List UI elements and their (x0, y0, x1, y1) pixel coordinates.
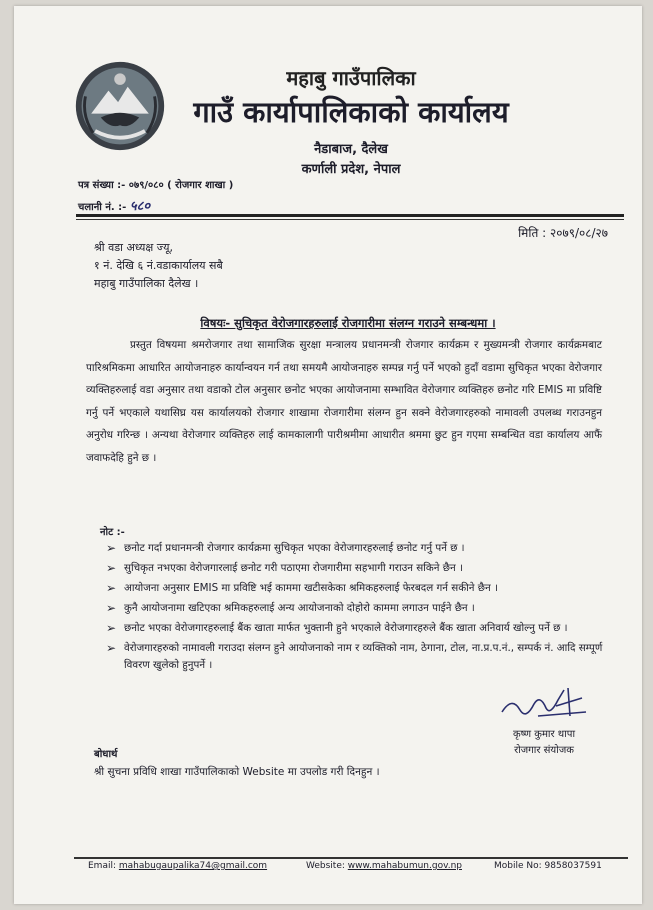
dispatch-number-row (78, 196, 150, 214)
footer-website (306, 861, 462, 871)
mobile-number: 9858037591 (544, 861, 602, 871)
subject-line: विषयः- सुचिकृत वेरोजगारहरुलाई रोजगारीमा संलग्न गराउने सम्बन्धमा । (200, 316, 496, 330)
body-paragraph: प्रस्तुत विषयमा श्रमरोजगार तथा सामाजिक सुरक्षा मन्त्रालय प्रधानमन्त्री रोजगार कार्यक्रम र मुख्यमन्त्री रोजगार कार्यक्रमबाट पारिश्रमिकमा आधारित आयोजनाहरु कार्यान्वयन गर्न तथा समयमै आयोजनाहरु सम्पन्न गर्नु पर्ने भएको हुदाँ वडामा सुचिकृत भएका वेरोजगार व्यक्तिहरुलाई वडा अनुसार तथा वडाको टोल अनुसार छनोट भएका आयोजनामा सम्भावित वेरोजगार व्यक्तिहरु छनोट गरि EMIS मा प्रविष्टि गर्नु पर्ने भएकाले यथासिघ्र यस कार्यालयको रोजगार शाखामा रोजगारीमा संलग्न हुन सक्ने वेरोजगारहरुको नामावली उपलब्ध गराउनहुन अनुरोध गरिन्छ । अन्यथा वेरोजगार व्यक्तिहरु लाई कामकालागी पारीश्रमीमा आधारीत श्रममा छुट हुन गएमा सम्बन्धित वडा कार्यालय आफैं जवाफदेहि हुने छ । (86, 339, 602, 464)
list-item (106, 640, 616, 674)
cc-label: बोधार्थ (94, 749, 118, 760)
signature-icon (498, 686, 590, 724)
list-item (106, 560, 616, 577)
notes-label: नोट :- (100, 527, 125, 538)
header-divider-thin (76, 219, 624, 220)
arrow-bullet-icon: ➢ (106, 641, 117, 655)
email-link[interactable]: mahabugaupalika74@gmail.com (118, 861, 268, 871)
letter-number: पत्र संख्या :- ०७९/०८० ( रोजगार शाखा ) (78, 180, 234, 191)
note-text: आयोजना अनुसार EMIS मा प्रविष्टि भई काममा खटीसकेका श्रमिकहरुलाई फेरबदल गर्न सकीने छैन । (124, 582, 498, 594)
list-item (106, 620, 616, 637)
mobile-label: Mobile No: (494, 861, 542, 871)
letter-date: मिति : २०७९/०८/२७ (518, 226, 608, 240)
website-label: Website: (306, 861, 345, 871)
note-text: वेरोजगारहरुको नामावली गराउदा संलग्न हुने आयोजनाको नाम र व्यक्तिको नाम, ठेगाना, टोल, ना.प्र.प.नं., सम्पर्क नं. आदि सम्पूर्ण विवरण खुलेको हुनुपर्ने । (124, 642, 603, 671)
notes-list (106, 540, 616, 677)
note-text: छनोट गर्दा प्रधानमन्त्री रोजगार कार्यक्रमा सुचिकृत भएका वेरोजगारहरुलाई छनोट गर्नु पर्ने छ । (124, 542, 465, 554)
website-link[interactable]: www.mahabumun.gov.np (347, 861, 462, 871)
arrow-bullet-icon: ➢ (106, 541, 117, 555)
letter-page (14, 6, 642, 904)
footer-divider (74, 857, 628, 859)
addressee-line-2: १ नं. देखि ६ नं.वडाकार्यालय सबै (94, 259, 223, 272)
note-text: सुचिकृत नभएका वेरोजगारलाई छनोट गरी पठाएमा रोजगारीमा सहभागी गराउन सकिने छैन । (124, 562, 463, 574)
list-item (106, 540, 616, 557)
footer-mobile (494, 861, 602, 871)
arrow-bullet-icon: ➢ (106, 561, 117, 575)
email-label: Email: (88, 861, 117, 871)
signatory-name: कृष्ण कुमार थापा (512, 729, 576, 740)
office-name: गाउँ कार्यापालिकाको कार्यालय (193, 95, 509, 129)
arrow-bullet-icon: ➢ (106, 581, 117, 595)
municipality-name: महाबु गाउँपालिका (286, 66, 416, 90)
footer-email (88, 861, 267, 871)
dispatch-label: चलानी नं. :- (78, 202, 127, 213)
addressee-line-1: श्री वडा अध्यक्ष ज्यू, (94, 241, 173, 254)
office-place: नैडाबाज, दैलेख (314, 142, 388, 157)
addressee-line-3: महाबु गाउँपालिका दैलेख । (94, 277, 199, 290)
note-text: कुनै आयोजनामा खटिएका श्रमिकहरुलाई अन्य आयोजनाको दोहोरो काममा लगाउन पाईने छैन । (124, 602, 475, 614)
header-divider (76, 214, 624, 217)
signatory-title: रोजगार संयोजक (514, 745, 574, 756)
dispatch-number: ५८० (129, 199, 151, 214)
note-text: छनोट भएका वेरोजगारहरुलाई बैंक खाता मार्फत भुक्तानी हुने भएकाले वेरोजगारहरुले बैंक खाता अनिवार्य खोल्नु पर्ने छ । (124, 622, 568, 634)
cc-text: श्री सुचना प्रविधि शाखा गाउँपालिकाको Website मा उपलोड गरी दिनहुन । (94, 766, 380, 778)
list-item (106, 600, 616, 617)
arrow-bullet-icon: ➢ (106, 601, 117, 615)
arrow-bullet-icon: ➢ (106, 621, 117, 635)
office-province: कर्णाली प्रदेश, नेपाल (301, 162, 401, 177)
list-item (106, 580, 616, 597)
